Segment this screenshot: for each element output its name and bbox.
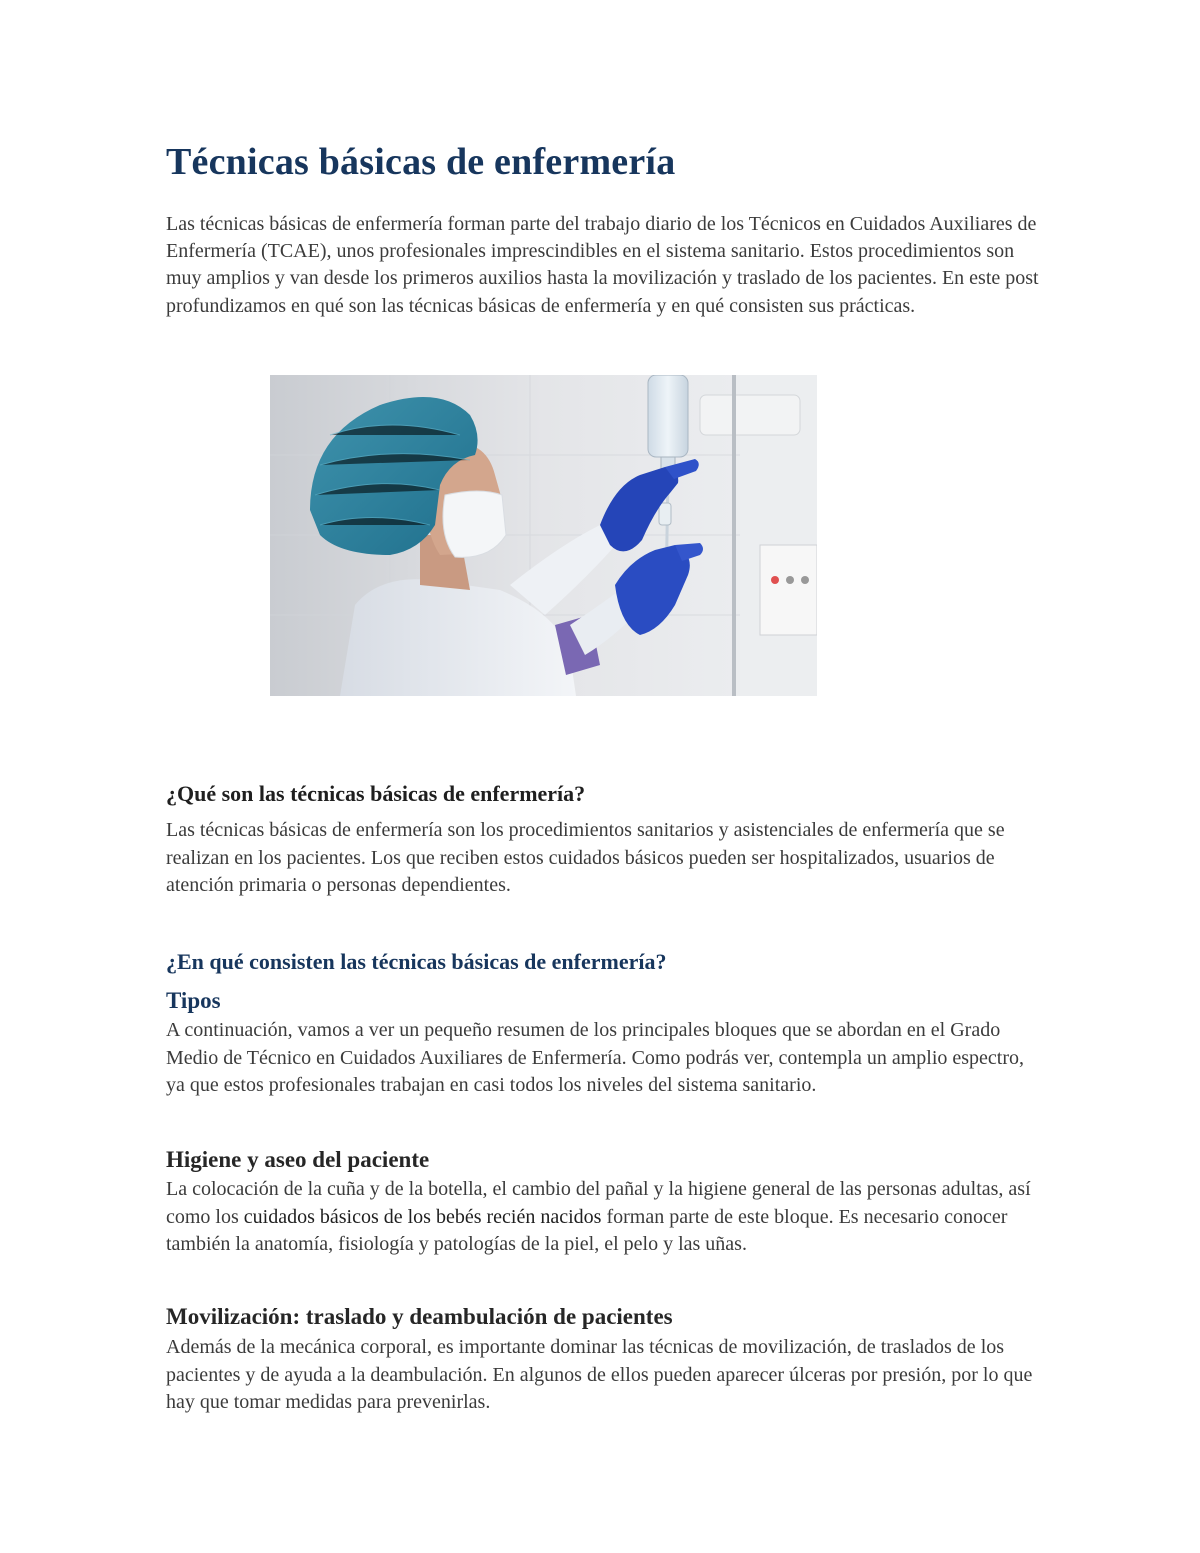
bebes-link-text: cuidados básicos de los bebés recién nacidos [243,1205,602,1228]
page-title: Técnicas básicas de enfermería [166,141,676,183]
subsection-higiene-paragraph [166,1176,1046,1259]
section-what-paragraph: Las técnicas básicas de enfermería son los procedimientos sanitarios y asistenciales de enfermería que se realizan en los pacientes. Los que reciben estos cuidados básicos pueden ser hospitalizados, usuarios de atención primaria o personas dependientes. [166,819,1005,896]
higiene-text-end: forman parte de este bloque. Es necesario conocer también la anatomía, fisiología y patologías de la piel, el pelo y las uñas. [166,1205,1008,1255]
subsection-heading-movilizacion: Movilización: traslado y deambulación de pacientes [166,1304,673,1329]
subsection-tipos-paragraph: A continuación, vamos a ver un pequeño resumen de los principales bloques que se abordan en el Grado Medio de Técnico en Cuidados Auxiliares de Enfermería. Como podrás ver, contempla un amplio espectro, ya que estos profesionales trabajan en casi todos los niveles del sistema sanitario. [166,1019,1025,1096]
section-heading-consist: ¿En qué consisten las técnicas básicas de enfermería? [166,949,667,974]
subsection-heading-higiene: Higiene y aseo del paciente [166,1147,430,1172]
intro-paragraph: Las técnicas básicas de enfermería forman parte del trabajo diario de los Técnicos en Cuidados Auxiliares de Enfermería (TCAE), unos profesionales imprescindibles en el sistema sanitario. Estos procedimientos son muy amplios y van desde los primeros auxilios hasta la movilización y traslado de los pacientes. En este post profundizamos en qué son las técnicas básicas de enfermería y en qué consisten sus prácticas. [166,213,1039,317]
nurse-photo [270,375,817,696]
subsection-movilizacion-paragraph: Además de la mecánica corporal, es importante dominar las técnicas de movilización, de traslados de los pacientes y de ayuda a la deambulación. En algunos de ellos pueden aparecer úlceras por presión, por lo que hay que tomar medidas para prevenirlas. [166,1336,1033,1413]
subsection-heading-tipos: Tipos [166,988,221,1013]
section-heading-what: ¿Qué son las técnicas básicas de enfermería? [166,781,586,806]
higiene-text-start: La colocación de la cuña y de la botella, el cambio del pañal y la higiene general de las personas adultas, así como los [166,1178,1031,1228]
